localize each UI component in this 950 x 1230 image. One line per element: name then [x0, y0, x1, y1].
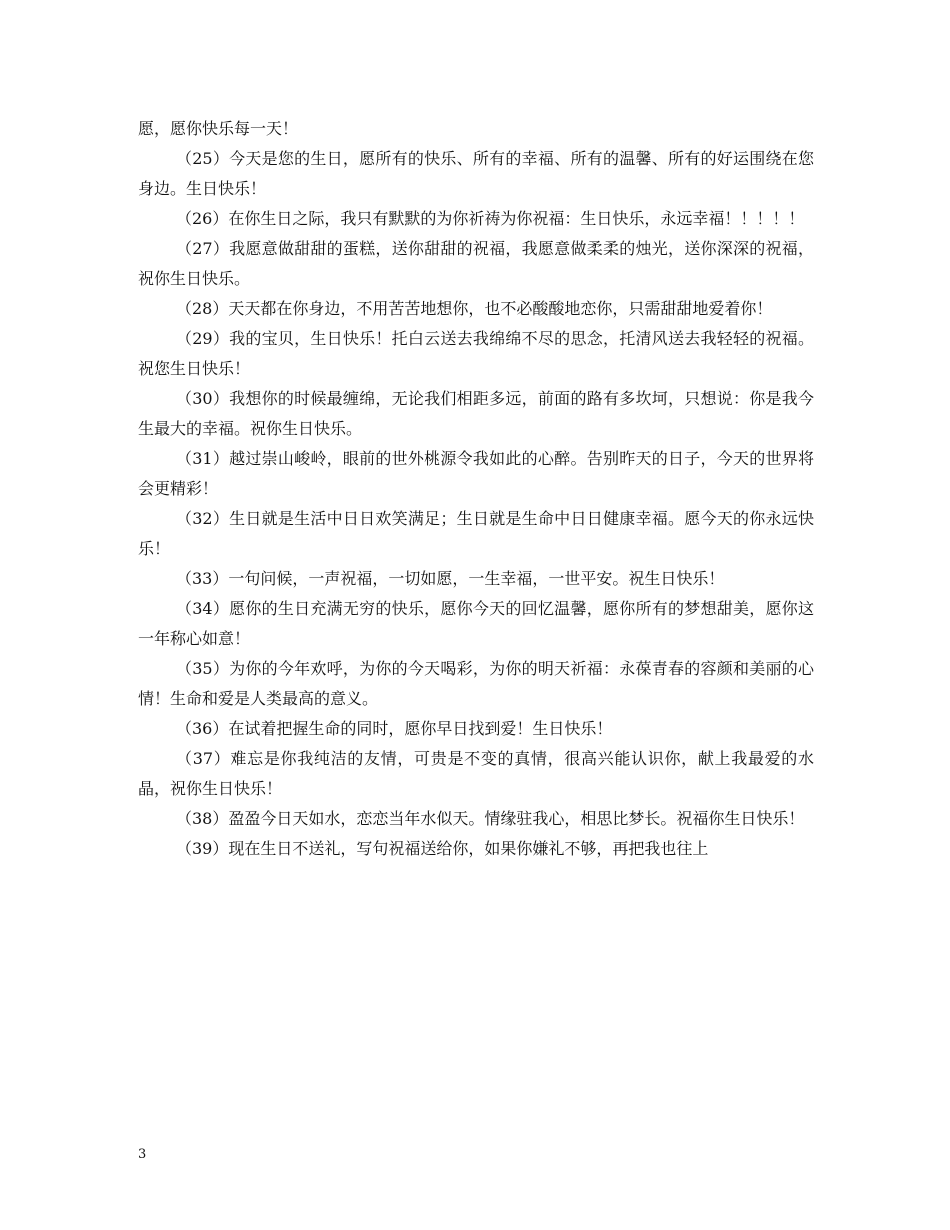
paragraph: （35）为你的今年欢呼，为你的今天喝彩，为你的明天祈福：永葆青春的容颜和美丽的心情！生命和爱是人类最高的意义。 [138, 659, 814, 708]
paragraph: （33）一句问候，一声祝福，一切如愿，一生幸福，一世平安。祝生日快乐！ [176, 569, 725, 588]
paragraph: （30）我想你的时候最缠绵，无论我们相距多远，前面的路有多坎坷，只想说：你是我今生最大的幸福。祝你生日快乐。 [138, 389, 814, 438]
paragraph: （34）愿你的生日充满无穷的快乐，愿你今天的回忆温馨，愿你所有的梦想甜美，愿你这一年称心如意！ [138, 599, 814, 648]
paragraph: （26）在你生日之际，我只有默默的为你祈祷为你祝福：生日快乐，永远幸福！！！！！ [176, 209, 805, 228]
paragraph: 愿，愿你快乐每一天！ [138, 119, 299, 138]
paragraph: （25）今天是您的生日，愿所有的快乐、所有的幸福、所有的温馨、所有的好运围绕在您身边。生日快乐！ [138, 149, 814, 198]
document-body [138, 114, 814, 864]
paragraph: （38）盈盈今日天如水，恋恋当年水似天。情缘驻我心，相思比梦长。祝福你生日快乐！ [176, 809, 805, 828]
paragraph: （29）我的宝贝，生日快乐！托白云送去我绵绵不尽的思念，托清风送去我轻轻的祝福。祝您生日快乐！ [138, 329, 814, 378]
paragraph: （31）越过崇山峻岭，眼前的世外桃源令我如此的心醉。告别昨天的日子，今天的世界将会更精彩！ [138, 449, 814, 498]
paragraph: （32）生日就是生活中日日欢笑满足；生日就是生命中日日健康幸福。愿今天的你永远快乐！ [138, 509, 814, 558]
paragraph: （36）在试着把握生命的同时，愿你早日找到爱！生日快乐！ [176, 719, 613, 738]
paragraph: （28）天天都在你身边，不用苦苦地想你，也不必酸酸地恋你，只需甜甜地爱着你！ [176, 299, 773, 318]
page-number: 3 [138, 1147, 147, 1162]
paragraph: （27）我愿意做甜甜的蛋糕，送你甜甜的祝福，我愿意做柔柔的烛光，送你深深的祝福，祝你生日快乐。 [138, 239, 814, 288]
paragraph: （37）难忘是你我纯洁的友情，可贵是不变的真情，很高兴能认识你，献上我最爱的水晶，祝你生日快乐！ [138, 749, 814, 798]
paragraph: （39）现在生日不送礼，写句祝福送给你，如果你嫌礼不够，再把我也往上 [176, 839, 709, 858]
